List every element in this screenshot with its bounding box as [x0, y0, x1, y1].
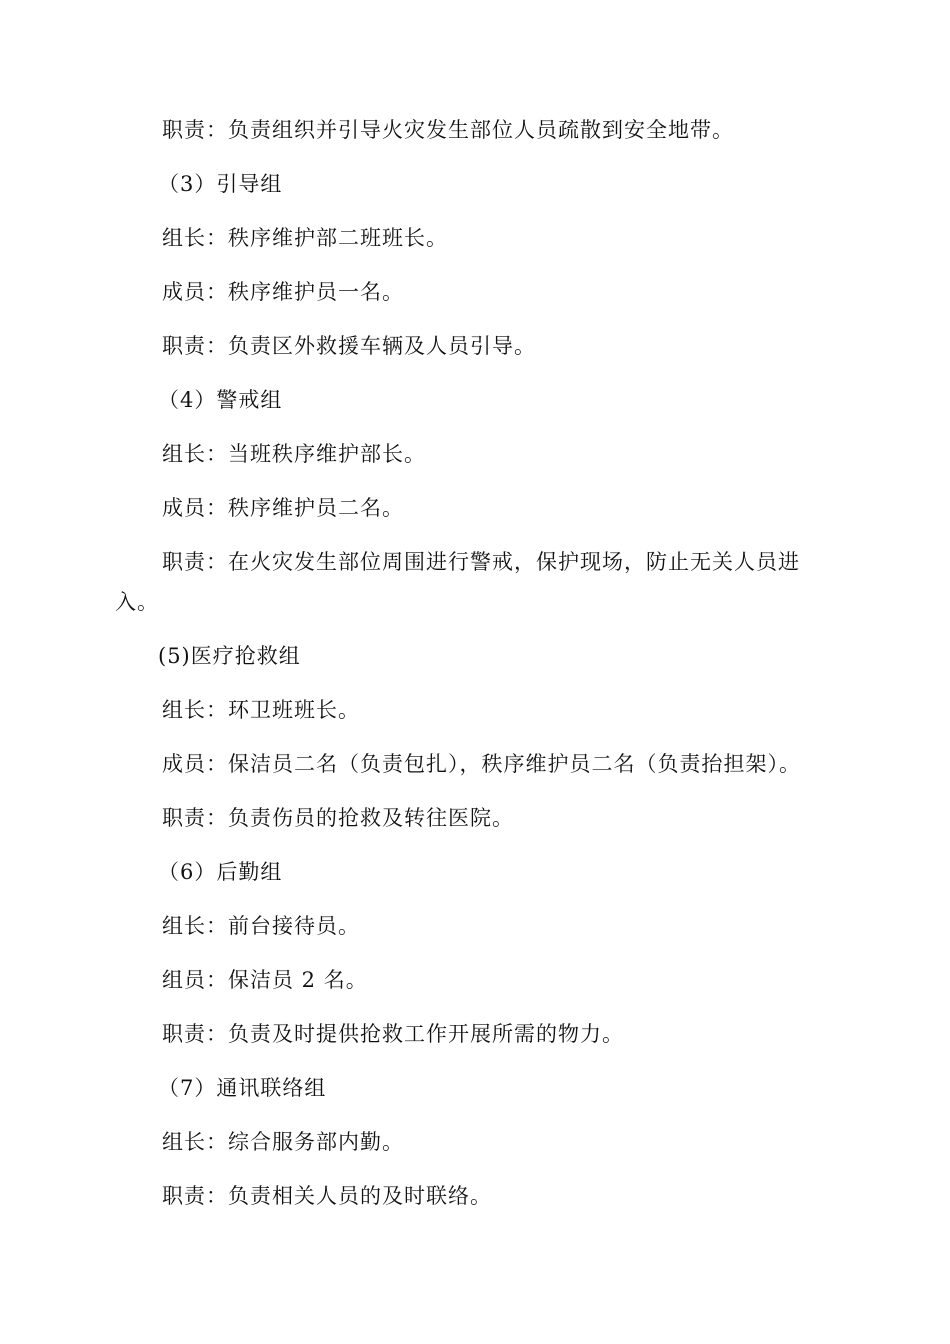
paragraph-guide-leader: 组长：秩序维护部二班班长。 [162, 226, 448, 250]
paragraph-medical-leader: 组长：环卫班班长。 [162, 698, 360, 722]
paragraph-duty-evacuation: 职责：负责组织并引导火灾发生部位人员疏散到安全地带。 [162, 118, 734, 142]
paragraph-communication-duty: 职责：负责相关人员的及时联络。 [162, 1184, 492, 1208]
heading-guide-group: （3）引导组 [158, 172, 283, 196]
paragraph-security-members: 成员：秩序维护员二名。 [162, 496, 404, 520]
paragraph-medical-duty: 职责：负责伤员的抢救及转往医院。 [162, 806, 514, 830]
paragraph-medical-members: 成员：保洁员二名（负责包扎），秩序维护员二名（负责抬担架）。 [162, 752, 801, 776]
paragraph-guide-members: 成员：秩序维护员一名。 [162, 280, 404, 304]
paragraph-logistics-duty: 职责：负责及时提供抢救工作开展所需的物力。 [162, 1022, 624, 1046]
paragraph-logistics-members: 组员：保洁员 2 名。 [162, 968, 368, 992]
paragraph-security-duty: 职责：在火灾发生部位周围进行警戒，保护现场，防止无关人员进 [162, 550, 800, 574]
heading-medical-group: (5)医疗抢救组 [158, 644, 301, 668]
heading-communication-group: （7）通讯联络组 [158, 1076, 327, 1100]
paragraph-security-leader: 组长：当班秩序维护部长。 [162, 442, 426, 466]
paragraph-logistics-leader: 组长：前台接待员。 [162, 914, 360, 938]
paragraph-guide-duty: 职责：负责区外救援车辆及人员引导。 [162, 334, 536, 358]
heading-logistics-group: （6）后勤组 [158, 860, 283, 884]
heading-security-group: （4）警戒组 [158, 388, 283, 412]
paragraph-security-duty-continued: 入。 [115, 590, 159, 614]
paragraph-communication-leader: 组长：综合服务部内勤。 [162, 1130, 404, 1154]
